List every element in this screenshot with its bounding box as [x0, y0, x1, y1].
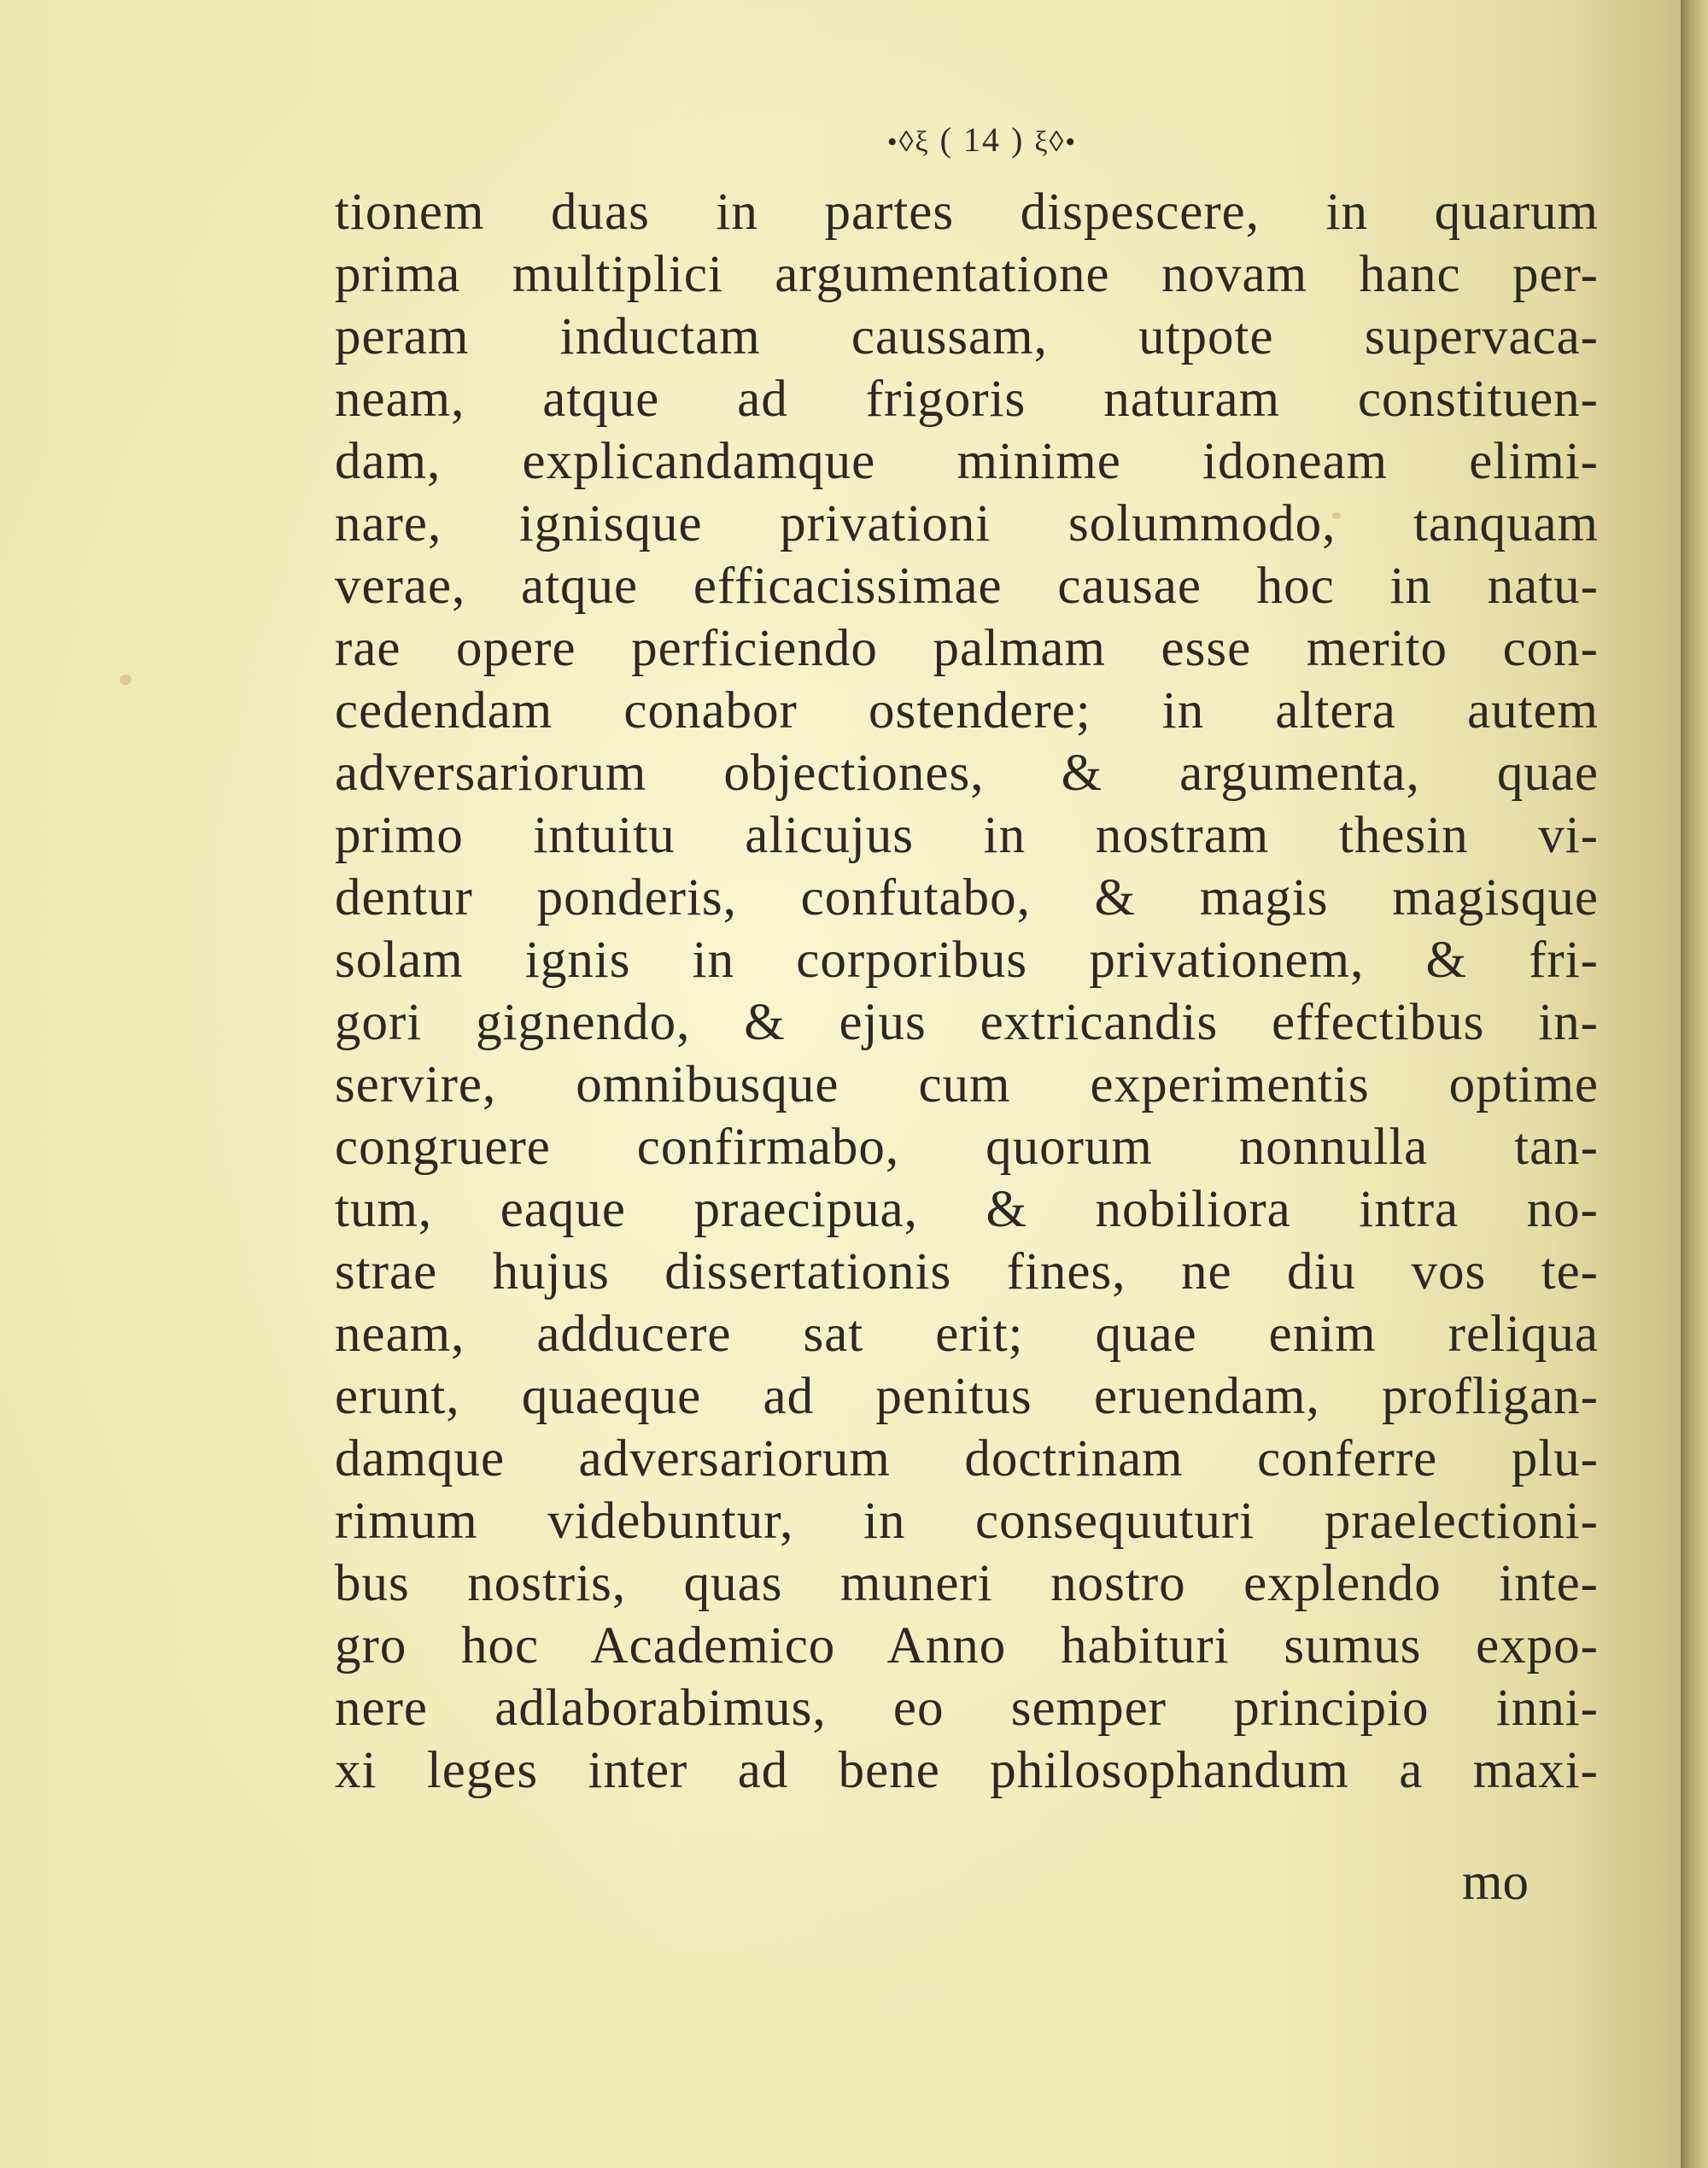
text-line: nare, ignisque privationi solummodo, tanquam	[335, 495, 1599, 552]
text-line: tionem duas in partes dispescere, in quarum	[335, 184, 1599, 241]
text-line: bus nostris, quas muneri nostro explendo inte-	[335, 1555, 1599, 1612]
left-ornament: •◊ξ	[886, 126, 930, 158]
page-number: ( 14 )	[939, 120, 1025, 159]
text-line: neam, adducere sat erit; quae enim reliqua	[335, 1306, 1599, 1363]
text-line: xi leges inter ad bene philosophandum a maxi-	[335, 1742, 1599, 1799]
page-gutter	[1681, 0, 1708, 2168]
text-line: rimum videbuntur, in consequuturi praelectioni-	[335, 1493, 1599, 1550]
text-line: rae opere perficiendo palmam esse merito con-	[335, 620, 1599, 677]
text-line: gori gignendo, & ejus extricandis effectibus in-	[335, 994, 1599, 1051]
text-line: neam, atque ad frigoris naturam constituen-	[335, 371, 1599, 428]
text-line: tum, eaque praecipua, & nobiliora intra no-	[335, 1181, 1599, 1238]
right-ornament: ξ◊•	[1034, 126, 1078, 158]
text-line: adversariorum objectiones, & argumenta, quae	[335, 745, 1599, 802]
text-line: dentur ponderis, confutabo, & magis magisque	[335, 869, 1599, 926]
text-line: damque adversariorum doctrinam conferre plu-	[335, 1430, 1599, 1487]
body-text	[335, 181, 1599, 1802]
text-line: gro hoc Academico Anno habituri sumus expo-	[335, 1617, 1599, 1674]
text-line: dam, explicandamque minime idoneam elimi-	[335, 433, 1599, 490]
text-line: peram inductam caussam, utpote supervaca-	[335, 308, 1599, 365]
text-line: servire, omnibusque cum experimentis optime	[335, 1056, 1599, 1113]
text-line: cedendam conabor ostendere; in altera autem	[335, 682, 1599, 739]
running-header	[841, 120, 1123, 160]
text-line: nere adlaborabimus, eo semper principio inni-	[335, 1680, 1599, 1737]
paper-stain	[120, 675, 132, 685]
catchword: mo	[1462, 1854, 1529, 1911]
text-line: erunt, quaeque ad penitus eruendam, profligan-	[335, 1368, 1599, 1425]
text-line: verae, atque efficacissimae causae hoc in natu-	[335, 558, 1599, 615]
text-line: congruere confirmabo, quorum nonnulla tan-	[335, 1119, 1599, 1176]
text-line: strae hujus dissertationis fines, ne diu vos te-	[335, 1243, 1599, 1300]
text-line: primo intuitu alicujus in nostram thesin vi-	[335, 807, 1599, 864]
text-line: prima multiplici argumentatione novam hanc per-	[335, 246, 1599, 303]
text-line: solam ignis in corporibus privationem, & fri-	[335, 932, 1599, 989]
